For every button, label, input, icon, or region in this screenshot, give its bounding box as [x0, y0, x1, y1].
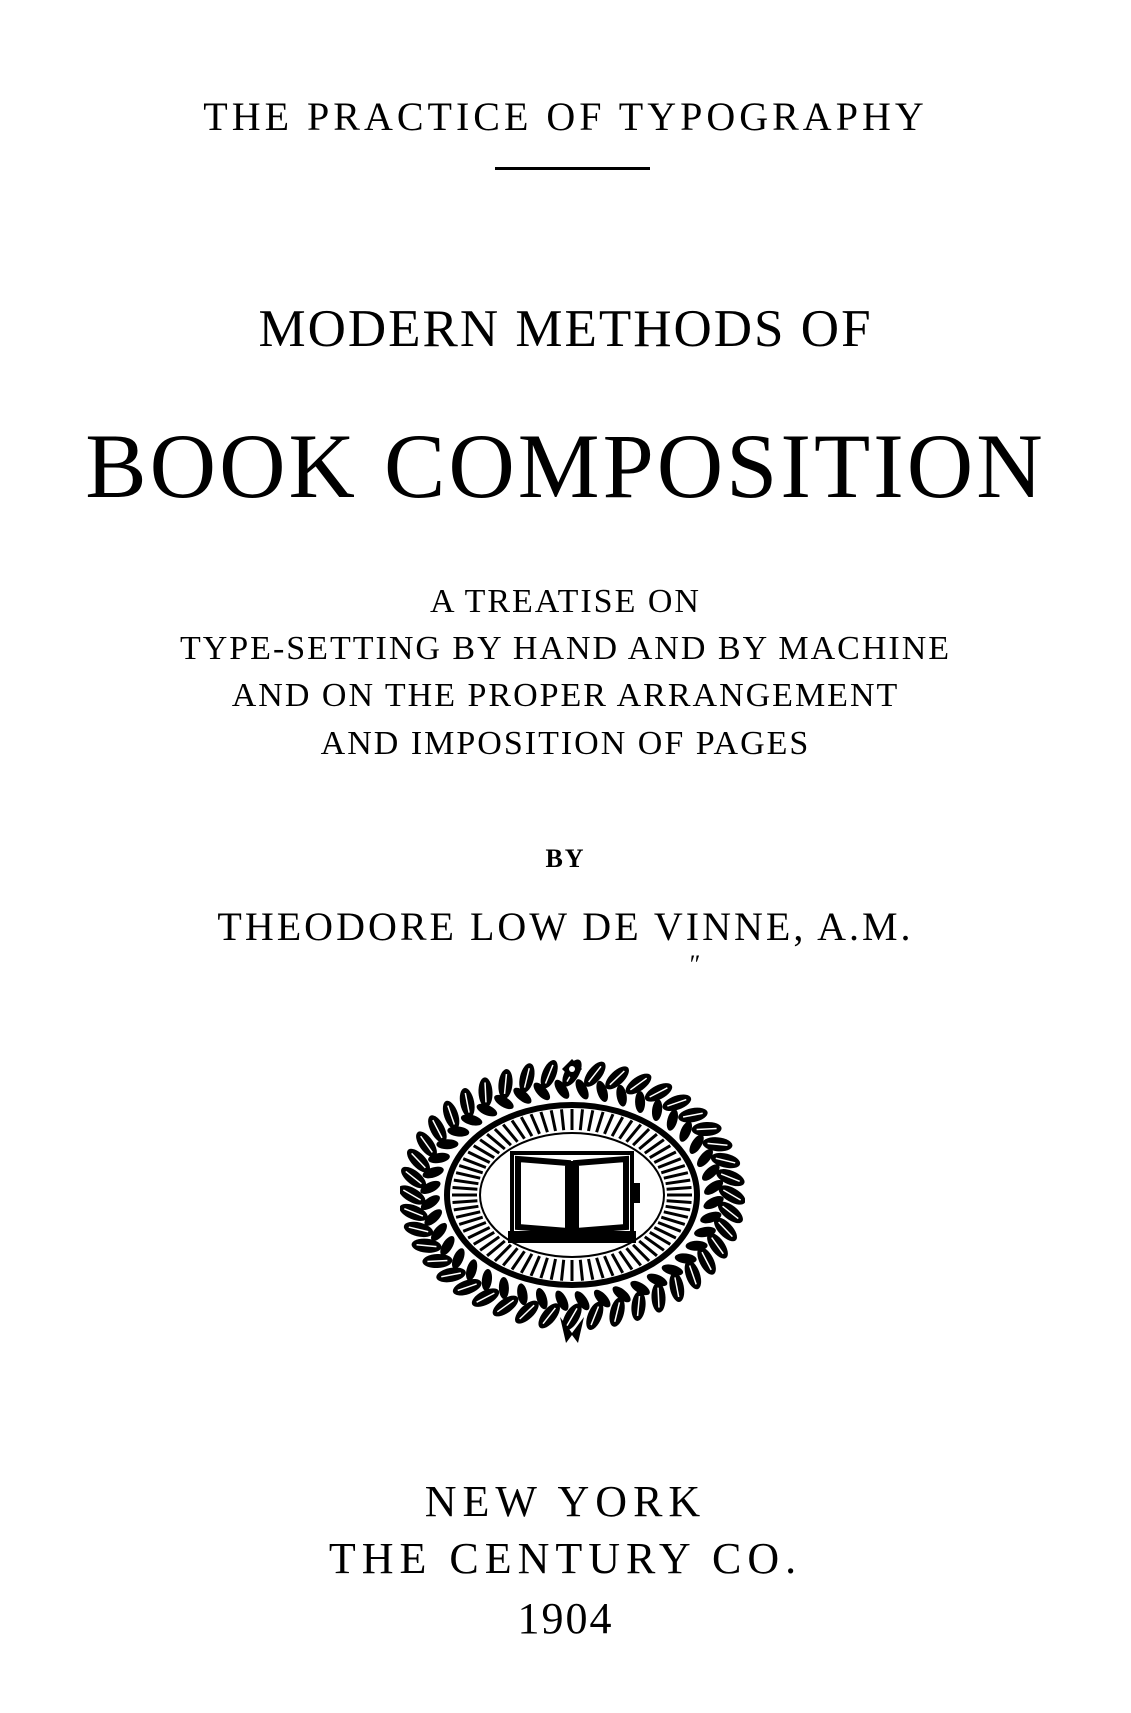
- imprint-year: 1904: [517, 1594, 614, 1643]
- description-line: A TREATISE ON: [430, 583, 701, 620]
- open-book-icon: [508, 1153, 640, 1243]
- wreath-open-book-icon: [400, 1055, 745, 1350]
- subtitle-top: MODERN METHODS OF: [258, 300, 873, 358]
- author-name: THEODORE LOW DE VINNE, A.M.: [217, 904, 914, 949]
- description-line: TYPE-SETTING BY HAND AND BY MACHINE: [179, 630, 952, 667]
- series-title: THE PRACTICE OF TYPOGRAPHY: [203, 94, 928, 139]
- handwritten-mark: ″: [688, 950, 699, 979]
- description-line: AND IMPOSITION OF PAGES: [320, 725, 811, 762]
- divider-rule: [495, 167, 650, 170]
- main-title: BOOK COMPOSITION: [85, 415, 1046, 517]
- by-line: BY: [545, 844, 586, 873]
- description-line: AND ON THE PROPER ARRANGEMENT: [231, 677, 900, 714]
- imprint-publisher: THE CENTURY CO.: [328, 1534, 803, 1583]
- imprint-place: NEW YORK: [424, 1477, 707, 1526]
